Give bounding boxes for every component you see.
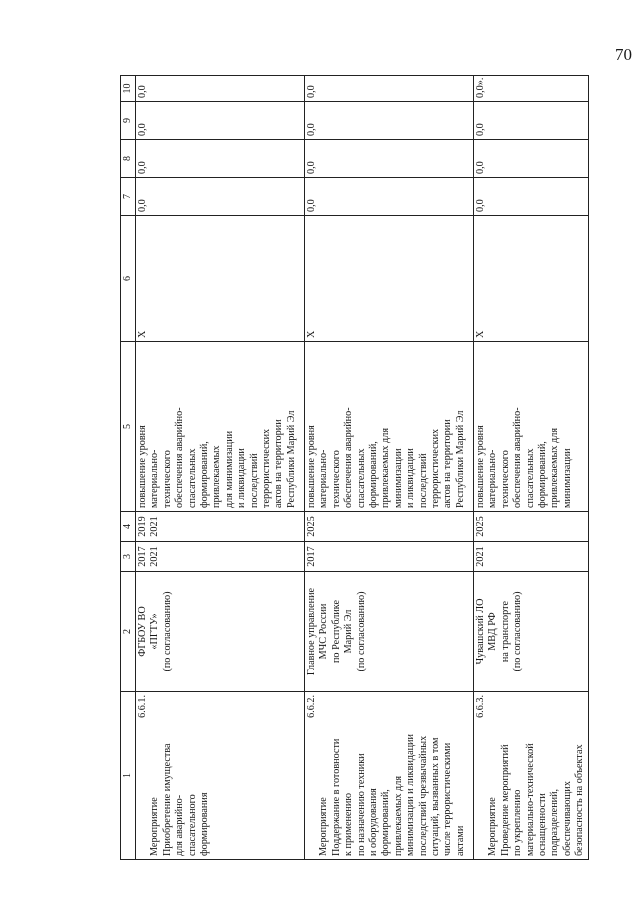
- col8-cell: 0,0: [136, 140, 305, 178]
- col8-cell: 0,0: [474, 140, 589, 178]
- expected-result-cell: [305, 342, 474, 512]
- table-row: [136, 76, 305, 860]
- executor: ФГБОУ ВО «ПГТУ» (по согласованию): [137, 591, 173, 672]
- col9-cell: 0,0: [474, 102, 589, 140]
- end-year: 2019 2021: [137, 516, 161, 537]
- col9-cell: 0,0: [305, 102, 474, 140]
- header-col-9: 9: [121, 102, 136, 140]
- page-number: 70: [615, 45, 632, 64]
- table-row: [474, 76, 589, 860]
- col7-cell: 0,0: [474, 178, 589, 216]
- end-year: 2025: [306, 516, 317, 537]
- measure-name: Мероприятие Проведение мероприятий по укреплению материально-технической оснащенности подразделений, обеспечивающих безопасность на объектах: [487, 743, 586, 856]
- program-measures-table: [120, 75, 589, 860]
- end-year: 2025: [475, 516, 486, 537]
- measure-name: Мероприятие Поддержание в готовности к применению по назначению техники и оборудования формирований, привлекаемых для минимизации и ликвидации последствий чрезвычайных ситуаций, вызванных в том числе террористическими актами: [318, 734, 466, 856]
- expected-result-cell: [474, 342, 589, 512]
- expected-result: повышение уровня материально- технического обеспечения аварийно- спасательных формирований, привлекаемых для минимизации и ликвидации последствий террористических актов на территории Республики Марий Эл: [306, 407, 466, 508]
- executor: Чувашский ЛО МВД РФ на транспорте (по согласованию): [475, 591, 524, 672]
- col6-cell: X: [474, 216, 589, 342]
- col9-cell: 0,0: [136, 102, 305, 140]
- header-col-6: 6: [121, 216, 136, 342]
- header-row: [121, 76, 136, 860]
- expected-result: повышение уровня материально- технического обеспечения аварийно- спасательных формирований, привлекаемых для минимизации: [475, 407, 573, 508]
- header-col-3: 3: [121, 542, 136, 572]
- executor-cell: [474, 572, 589, 692]
- executor: Главное управление МЧС России по Республике Марий Эл (по согласованию): [306, 587, 367, 676]
- start-year: 2017 2021: [137, 546, 161, 567]
- header-col-5: 5: [121, 342, 136, 512]
- col8-cell: 0,0: [305, 140, 474, 178]
- col7-cell: 0,0: [136, 178, 305, 216]
- start-year-cell: [305, 542, 474, 572]
- col10-cell: 0,0: [305, 76, 474, 102]
- col7-cell: 0,0: [305, 178, 474, 216]
- header-col-2: 2: [121, 572, 136, 692]
- col6-cell: X: [136, 216, 305, 342]
- col10-cell: 0,0».: [474, 76, 589, 102]
- start-year-cell: [474, 542, 589, 572]
- measure-number: 6.6.2.: [306, 695, 317, 718]
- executor-cell: [136, 572, 305, 692]
- col10-cell: 0,0: [136, 76, 305, 102]
- measure-name: Мероприятие Приобретение имущества для аварийно- спасательного формирования: [149, 743, 211, 856]
- measure-name-cell: [474, 692, 589, 860]
- expected-result-cell: [136, 342, 305, 512]
- start-year: 2017: [306, 546, 317, 567]
- measure-number: 6.6.1.: [137, 695, 148, 718]
- measure-name-cell: [305, 692, 474, 860]
- header-col-1: 1: [121, 692, 136, 860]
- expected-result: повышение уровня материально- технического обеспечения аварийно- спасательных формирований, привлекаемых для минимизации и ликвидации последствий террористических актов на территории Республики Марий Эл: [137, 407, 297, 508]
- measure-number: 6.6.3.: [475, 695, 486, 718]
- end-year-cell: [474, 512, 589, 542]
- table-row: [305, 76, 474, 860]
- header-col-10: 10: [121, 76, 136, 102]
- start-year-cell: [136, 542, 305, 572]
- end-year-cell: [305, 512, 474, 542]
- measure-name-cell: [136, 692, 305, 860]
- col6-cell: X: [305, 216, 474, 342]
- header-col-4: 4: [121, 512, 136, 542]
- rotated-table-container: [120, 76, 586, 860]
- start-year: 2021: [475, 546, 486, 567]
- end-year-cell: [136, 512, 305, 542]
- executor-cell: [305, 572, 474, 692]
- header-col-7: 7: [121, 178, 136, 216]
- header-col-8: 8: [121, 140, 136, 178]
